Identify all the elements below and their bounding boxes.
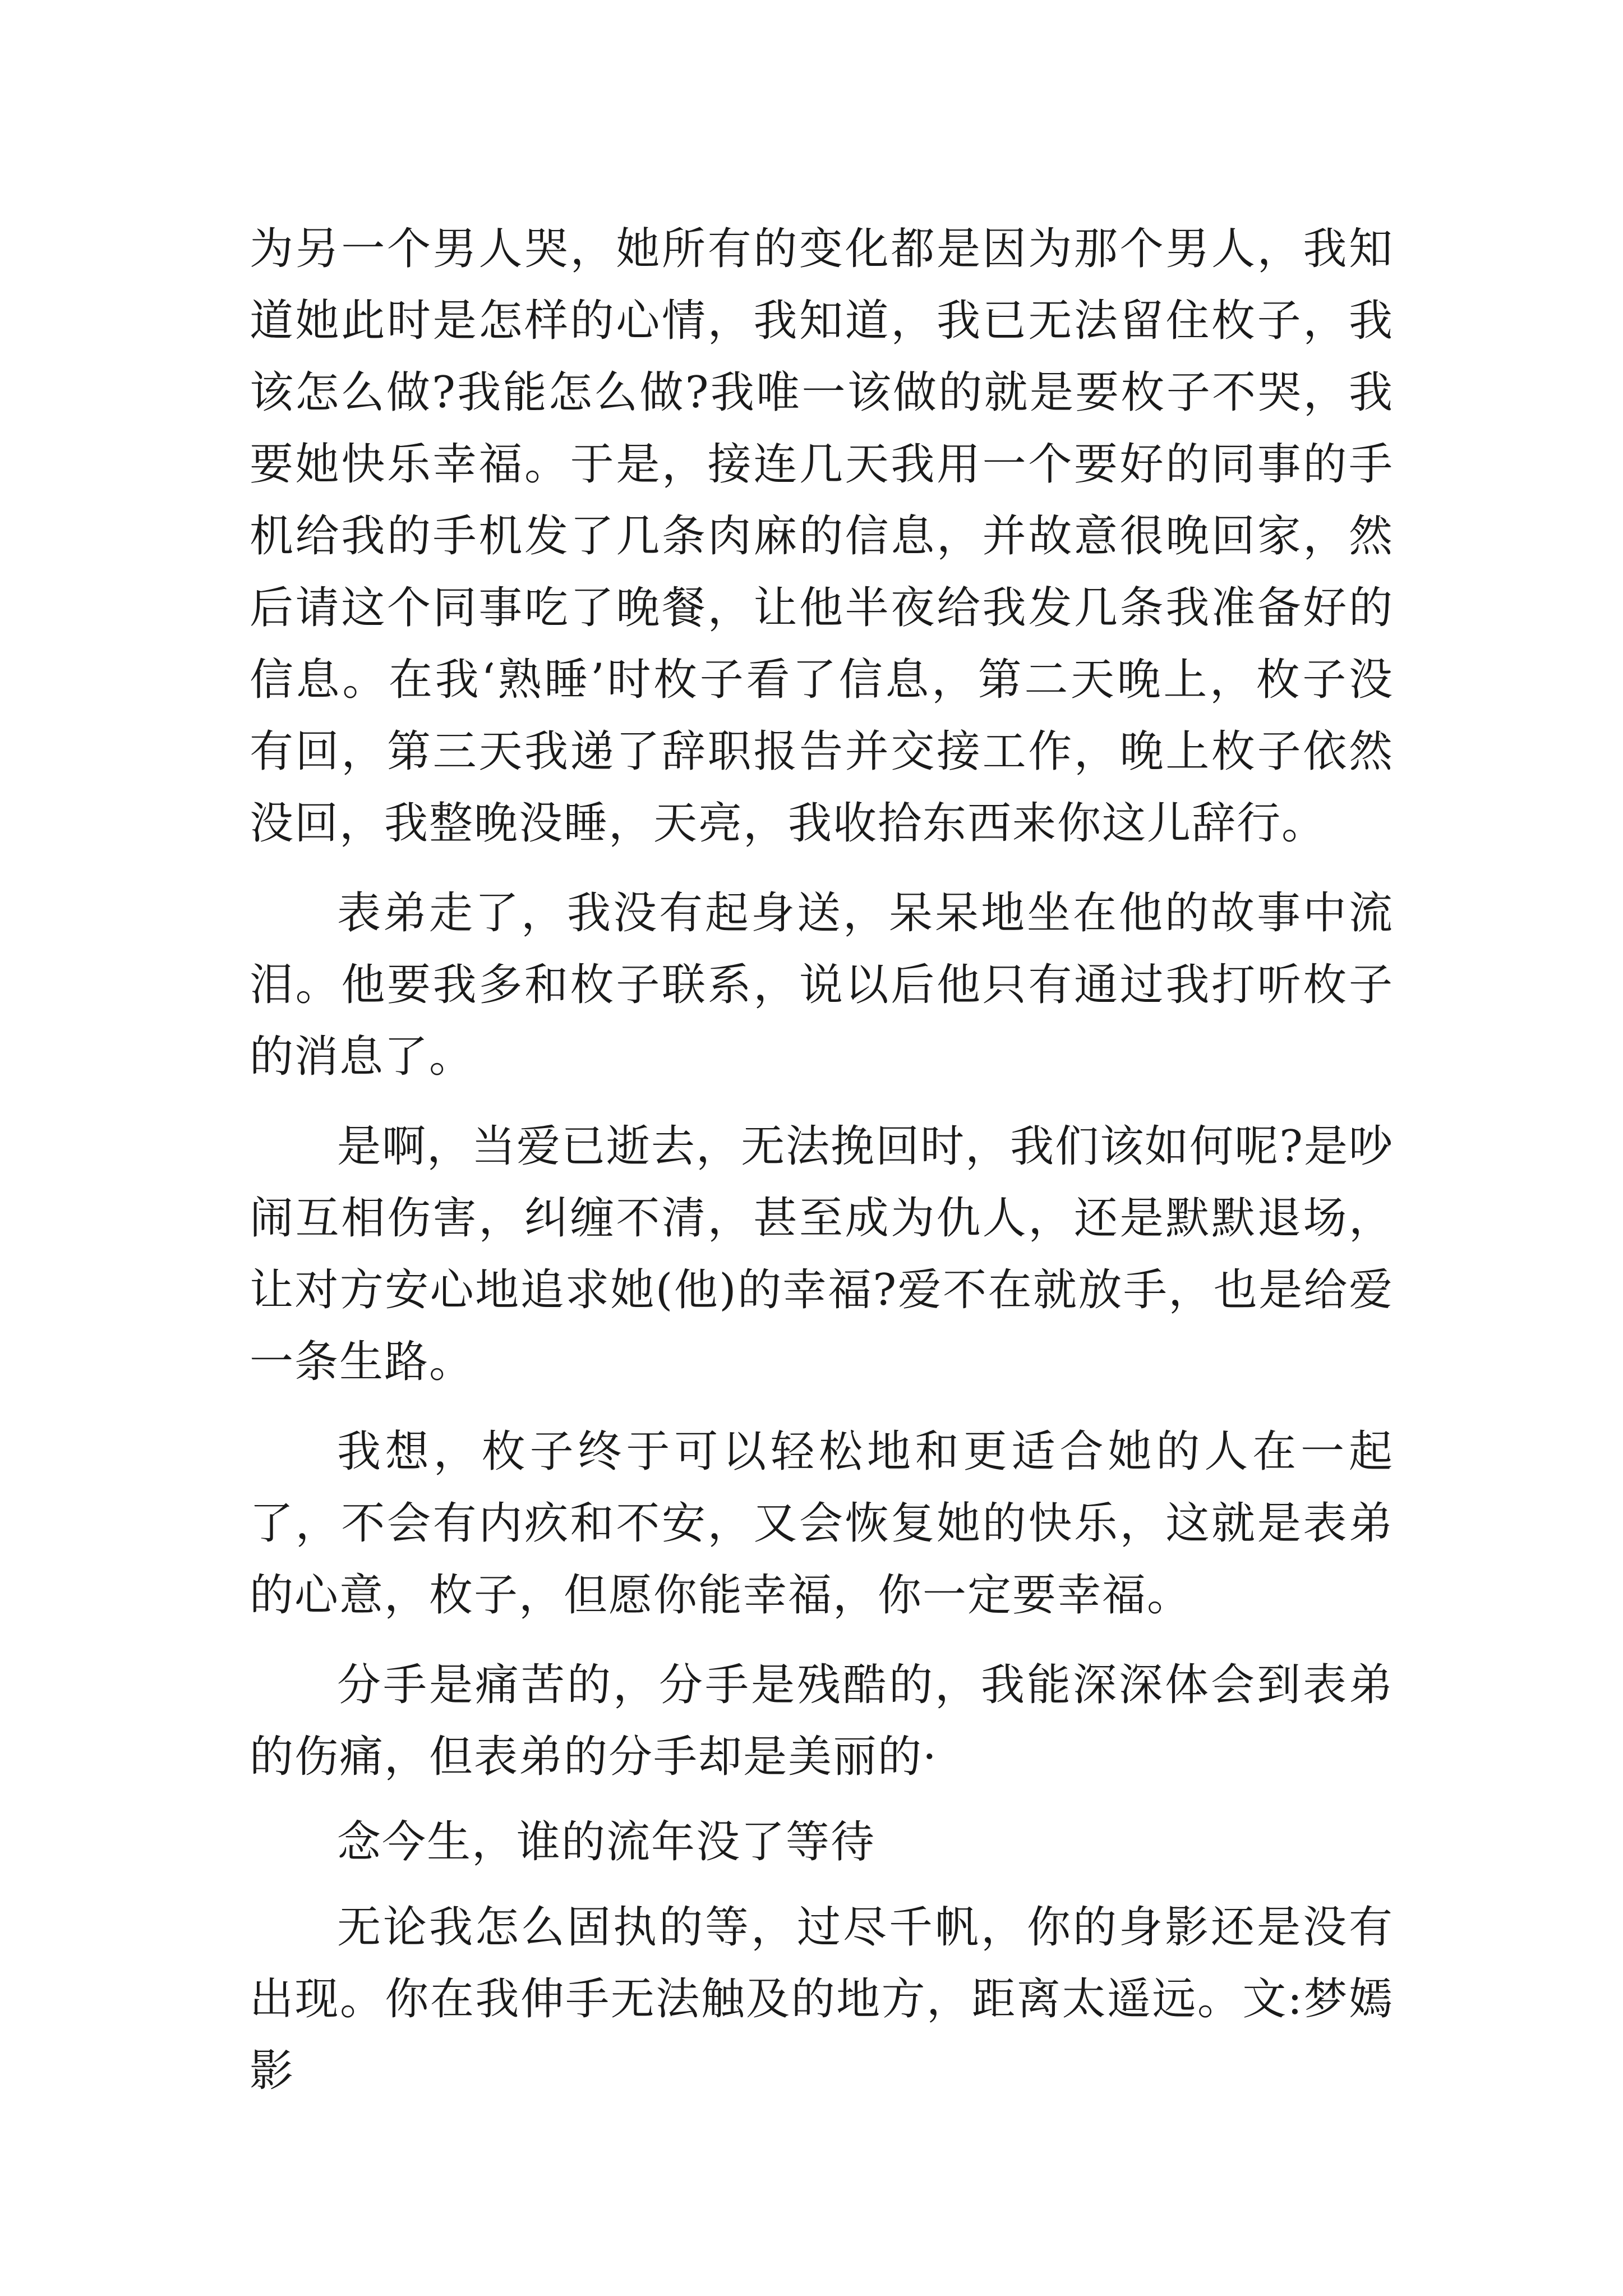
article-body bbox=[250, 213, 1394, 2125]
paragraph-5: 分手是痛苦的，分手是残酷的，我能深深体会到表弟的伤痛，但表弟的分手却是美丽的· bbox=[250, 1660, 1394, 1782]
section-heading: 念今生，谁的流年没了等待 bbox=[337, 1817, 876, 1867]
paragraph-6: 无论我怎么固执的等，过尽千帆，你的身影还是没有出现。你在我伸手无法触及的地方，距离太遥远。文:梦嫣影 bbox=[250, 1902, 1394, 2096]
paragraph-1: 为另一个男人哭，她所有的变化都是因为那个男人，我知道她此时是怎样的心情，我知道，我已无法留住枚子，我该怎么做?我能怎么做?我唯一该做的就是要枚子不哭，我要她快乐幸福。于是，接连几天我用一个要好的同事的手机给我的手机发了几条肉麻的信息，并故意很晚回家，然后请这个同事吃了晚餐，让他半夜给我发几条我准备好的信息。在我‘熟睡’时枚子看了信息，第二天晚上，枚子没有回，第三天我递了辞职报告并交接工作，晚上枚子依然没回，我整晚没睡，天亮，我收拾东西来你这儿辞行。 bbox=[250, 224, 1394, 849]
paragraph-2: 表弟走了，我没有起身送，呆呆地坐在他的故事中流泪。他要我多和枚子联系，说以后他只有通过我打听枚子的消息了。 bbox=[250, 888, 1394, 1082]
paragraph-3: 是啊，当爱已逝去，无法挽回时，我们该如何呢?是吵闹互相伤害，纠缠不清，甚至成为仇人，还是默默退场，让对方安心地追求她(他)的幸福?爱不在就放手，也是给爱一条生路。 bbox=[250, 1121, 1394, 1387]
paragraph-4: 我想，枚子终于可以轻松地和更适合她的人在一起了，不会有内疚和不安，又会恢复她的快乐，这就是表弟的心意，枚子，但愿你能幸福，你一定要幸福。 bbox=[250, 1427, 1394, 1621]
